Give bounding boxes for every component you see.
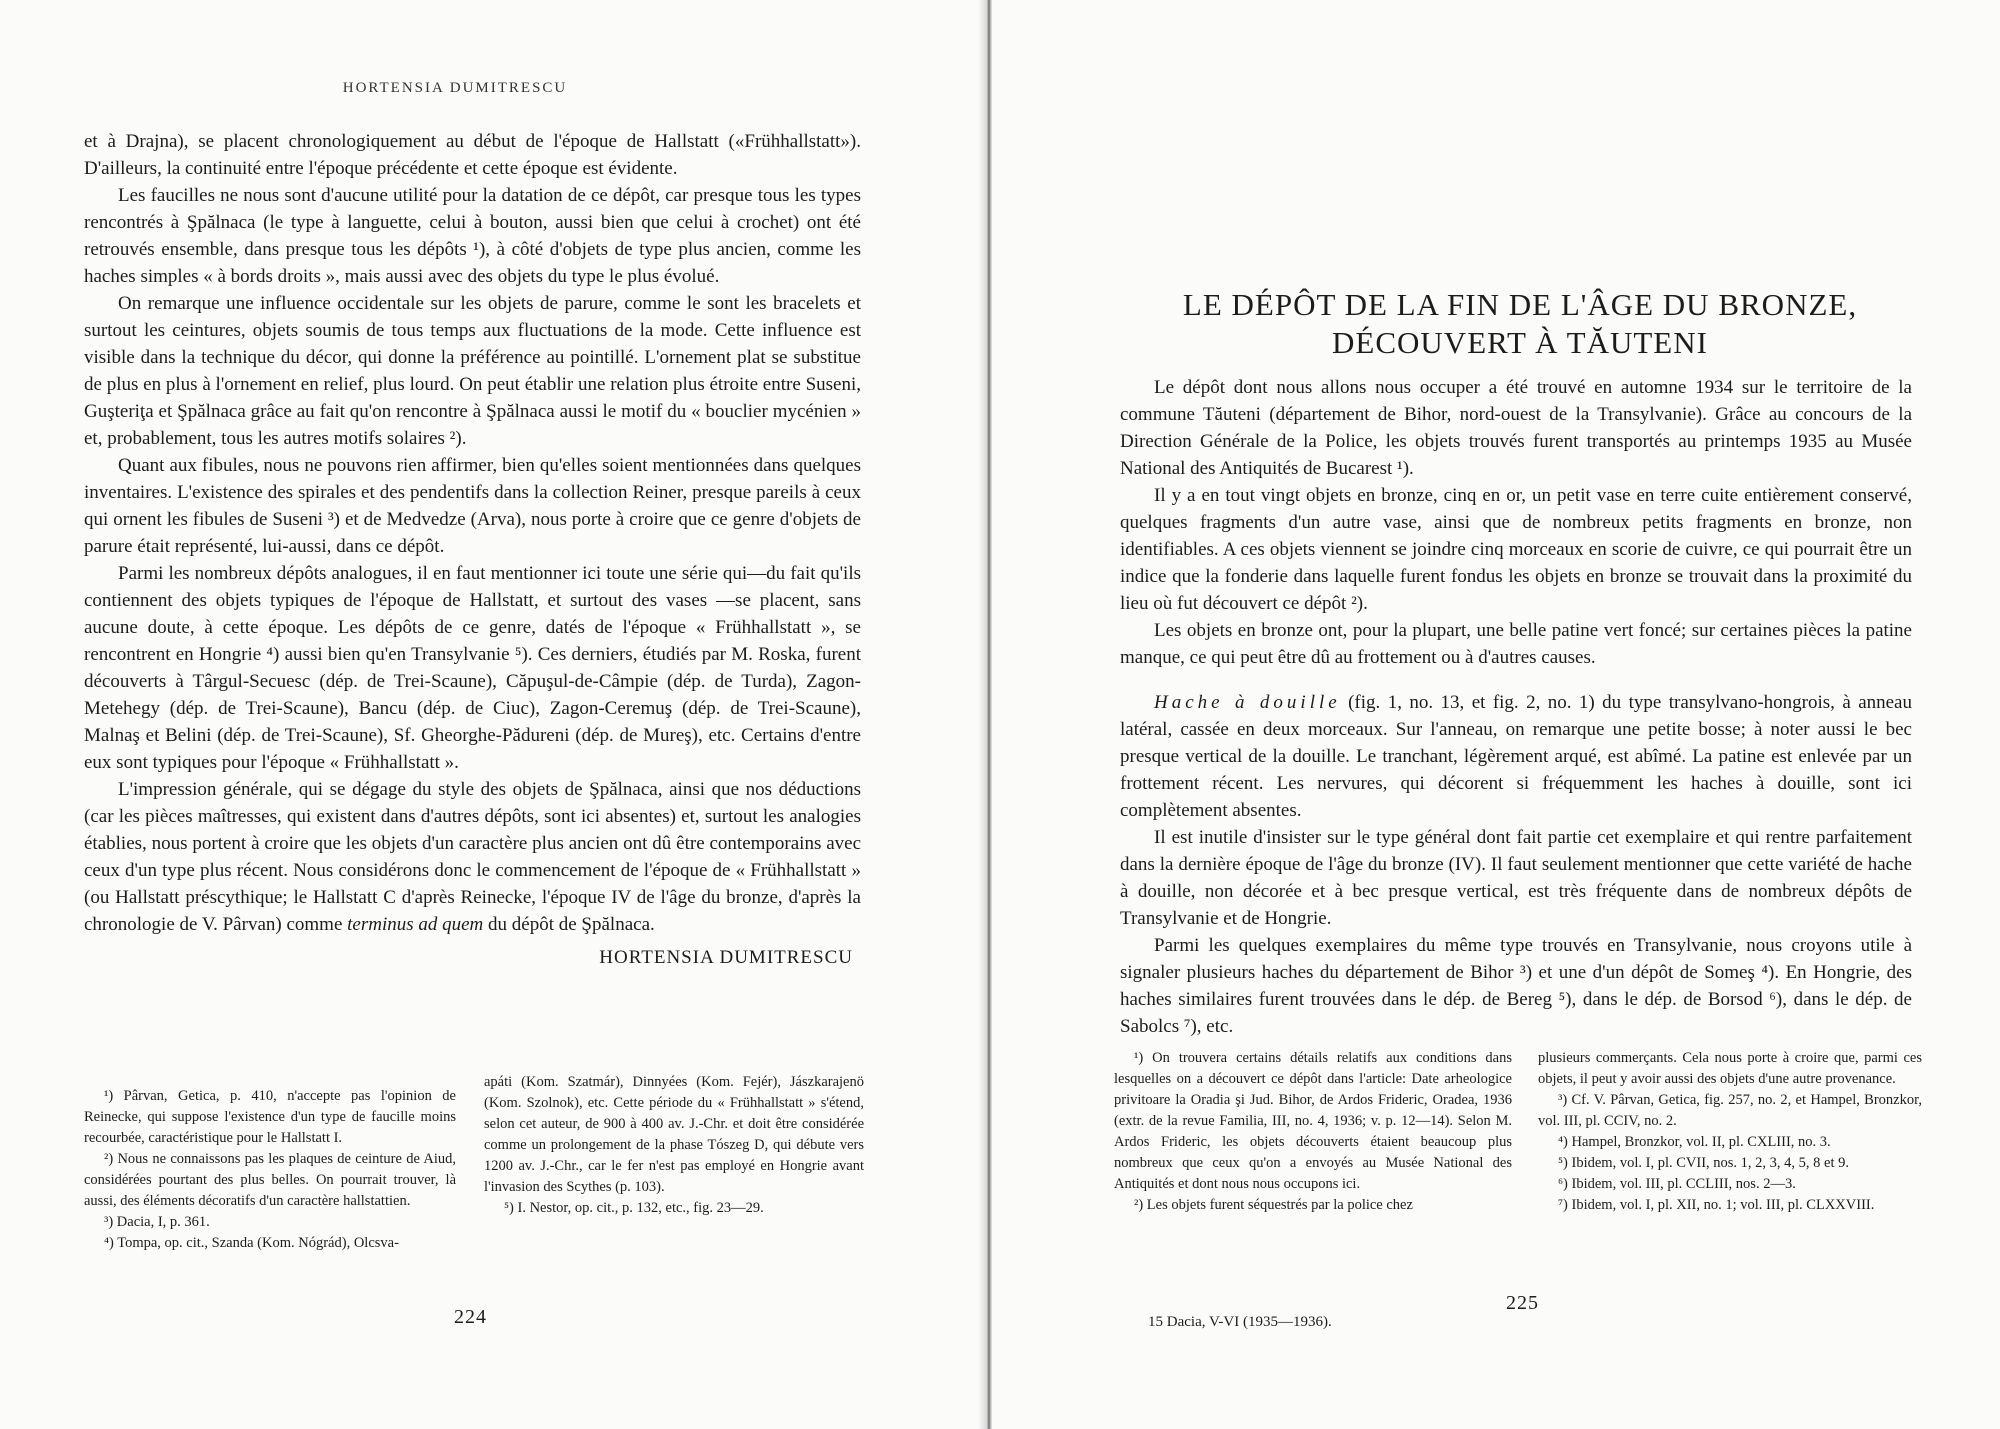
paragraph: Quant aux fibules, nous ne pouvons rien affirmer, bien qu'elles soient mentionnées dans quelques inventaires. L'existence des spirales et des pendentifs dans la collection Reiner, presque pareils à ceux qui ornent les fibules de Suseni ³) et de Medvedze (Arva), nous porte à croire que ce genre d'objets de parure était représenté, lui-aussi, dans ce dépôt. xyxy=(84,455,861,557)
paragraph: Il est inutile d'insister sur le type général dont fait partie cet exemplaire et qui rentre parfaitement dans la dernière époque de l'âge du bronze (IV). Il faut seulement mentionner que cette variété de hache à douille, non décorée et à bec presque vertical, est très fréquente dans de nombreux dépôts de Transylvanie et de Hongrie. xyxy=(1120,827,1912,929)
footnotes-column-2 xyxy=(484,1072,864,1219)
paragraph: Il y a en tout vingt objets en bronze, cinq en or, un petit vase en terre cuite entièrement conservé, quelques fragments d'un autre vase, ainsi que de nombreux petits fragments en bronze, non identifiables. A ces objets viennent se joindre cinq morceaux en scorie de cuivre, ce qui pourrait être un indice que la fonderie dans laquelle furent fondus les objets en bronze se trouvait dans la proximité du lieu où fut découvert ce dépôt ²). xyxy=(1120,485,1912,614)
paragraph-text: L'impression générale, qui se dégage du style des objets de Şpălnaca, ainsi que nos déductions (car les pièces maîtresses, qui existent dans d'autres dépôts, sont ici absentes) et, surtout les analogies établies, nous portent à croire que les objets d'un caractère plus ancien ont dû être contemporains avec ceux d'un type plus récent. Nous considérons donc le commencement de l'époque de « Frühhallstatt » (ou Hallstatt préscythique; le Hallstatt C d'après Reinecke, l'époque IV de l'âge du bronze, d'après la chronologie de V. Pârvan) comme xyxy=(84,779,861,935)
paragraph: Parmi les quelques exemplaires du même type trouvés en Transylvanie, nous croyons utile à signaler plusieurs haches du département de Bihor ³) et une d'un dépôt de Someş ⁴). En Hongrie, des haches similaires furent trouvées dans le dép. de Bereg ⁵), dans le dép. de Borsod ⁶), dans le dép. de Sabolcs ⁷), etc. xyxy=(1120,935,1912,1037)
left-page-body xyxy=(84,128,861,971)
paragraph: Le dépôt dont nous allons nous occuper a été trouvé en automne 1934 sur le territoire de la commune Tăuteni (département de Bihor, nord-ouest de la Transylvanie). Grâce au concours de la Direction Générale de la Police, les objets trouvés furent transportés au printemps 1935 au Musée National des Antiquités de Bucarest ¹). xyxy=(1120,377,1912,479)
page-number: 225 xyxy=(1506,1292,1539,1314)
author-signature: HORTENSIA DUMITRESCU xyxy=(599,947,853,968)
footnote: apáti (Kom. Szatmár), Dinnyées (Kom. Fejér), Jászkarajenö (Kom. Szolnok), etc. Cette période du « Frühhallstatt » s'étend, selon cet auteur, de 900 à 400 av. J.-Chr. et doit être considérée comme un prolongement de la phase Tószeg D, qui débute vers 1200 av. J.-Chr., car le fer n'est pas employé en Hongrie avant l'invasion des Scythes (p. 103). xyxy=(484,1074,864,1195)
footnote: plusieurs commerçants. Cela nous porte à croire que, parmi ces objets, il peut y avoir aussi des objets d'une autre provenance. xyxy=(1538,1050,1922,1087)
footnote: ³) Cf. V. Pârvan, Getica, fig. 257, no. 2, et Hampel, Bronzkor, vol. III, pl. CCIV, no. 2. xyxy=(1538,1092,1922,1129)
paragraph-tail: du dépôt de Şpălnaca. xyxy=(483,914,655,935)
footnotes-column-1 xyxy=(1114,1048,1512,1216)
article-title xyxy=(1130,286,1910,362)
paragraph: Parmi les nombreux dépôts analogues, il en faut mentionner ici toute une série qui—du fait qu'ils contiennent des objets typiques de l'époque de Hallstatt, et surtout des vases —se placent, sans aucune doute, à cette époque. Les dépôts de ce genre, datés de l'époque « Frühhallstatt », se rencontrent en Hongrie ⁴) aussi bien qu'en Transylvanie ⁵). Ces derniers, étudiés par M. Roska, furent découverts à Târgul-Secuesc (dép. de Trei-Scaune), Căpuşul-de-Câmpie (dép. de Turda), Zagon-Metehegy (dép. de Trei-Scaune), Bancu (dép. de Ciuc), Zagon-Ceremuş (dép. de Trei-Scaune), Malnaş et Belini (dép. de Trei-Scaune), Sf. Gheorghe-Pădureni (dép. de Mureş), etc. Certains d'entre eux sont typiques pour l'époque « Frühhallstatt ». xyxy=(84,563,861,773)
footnote: ⁷) Ibidem, vol. I, pl. XII, no. 1; vol. III, pl. CLXXVIII. xyxy=(1558,1197,1875,1213)
item-heading: Hache à douille xyxy=(1154,692,1341,713)
paragraph-final xyxy=(84,776,861,938)
page-number: 224 xyxy=(454,1306,487,1328)
paragraph-hache xyxy=(1120,689,1912,824)
paragraph: Les faucilles ne nous sont d'aucune utilité pour la datation de ce dépôt, car presque tous les types rencontrés à Şpălnaca (le type à languette, celui à bouton, aussi bien que celui à crochet) ont été retrouvés ensemble, dans presque tous les dépôts ¹), à côté d'objets de type plus ancien, comme les haches simples « à bords droits », mais aussi avec des objets du type le plus évolué. xyxy=(84,185,861,287)
section-gap xyxy=(1120,671,1912,689)
left-page xyxy=(0,0,988,1429)
latin-phrase: terminus ad quem xyxy=(347,914,484,935)
footnote: ⁶) Ibidem, vol. III, pl. CCLIII, nos. 2—3. xyxy=(1558,1176,1796,1192)
paragraph: On remarque une influence occidentale sur les objets de parure, comme le sont les bracelets et surtout les ceintures, objets soumis de tous temps aux fluctuations de la mode. Cette influence est visible dans la technique du décor, qui donne la préférence au pointillé. L'ornement plat se substitue de plus en plus à l'ornement en relief, plus lourd. On peut établir une relation plus étroite entre Suseni, Guşteriţa et Şpălnaca grâce au fait qu'on rencontre à Şpălnaca aussi le motif du « bouclier mycénien » et, probablement, tous les autres motifs solaires ²). xyxy=(84,293,861,449)
paragraph-text: (fig. 1, no. 13, et fig. 2, no. 1) du type transylvano-hongrois, à anneau latéral, cassée en deux morceaux. Sur l'anneau, on remarque une petite bosse; à noter aussi le bec presque vertical de la douille. Le tranchant, légèrement arqué, est abîmé. La patine est enlevée par un frottement récent. Les nervures, qui décorent si fréquemment les haches à douille, sont ici complètement absentes. xyxy=(1120,692,1912,821)
footnote: ³) Dacia, I, p. 361. xyxy=(104,1214,210,1230)
right-page-body xyxy=(1120,374,1912,1040)
paragraph: et à Drajna), se placent chronologiquement au début de l'époque de Hallstatt («Frühhallstatt»). D'ailleurs, la continuité entre l'époque précédente et cette époque est évidente. xyxy=(84,131,861,179)
footnote: ²) Nous ne connaissons pas les plaques de ceinture de Aiud, considérées pourtant des plus belles. On pourrait trouver, là aussi, des éléments décoratifs d'un caractère hallstattien. xyxy=(84,1151,456,1209)
footnotes-column-1 xyxy=(84,1086,456,1254)
footnote: ⁵) I. Nestor, op. cit., p. 132, etc., fig. 23—29. xyxy=(504,1200,764,1216)
footnotes-column-2 xyxy=(1538,1048,1922,1216)
footnote: ⁴) Tompa, op. cit., Szanda (Kom. Nógrád), Olcsva- xyxy=(104,1235,399,1251)
paragraph: Les objets en bronze ont, pour la plupart, une belle patine vert foncé; sur certaines pièces la patine manque, ce qui peut être dû au frottement ou à d'autres causes. xyxy=(1120,620,1912,668)
title-line-2: DÉCOUVERT À TĂUTENI xyxy=(1332,325,1708,360)
footnote: ⁴) Hampel, Bronzkor, vol. II, pl. CXLIII, no. 3. xyxy=(1558,1134,1831,1150)
signature-mark: 15 Dacia, V-VI (1935—1936). xyxy=(1148,1314,1332,1330)
footnote: ⁵) Ibidem, vol. I, pl. CVII, nos. 1, 2, 3, 4, 5, 8 et 9. xyxy=(1558,1155,1849,1171)
footnote: ¹) On trouvera certains détails relatifs aux conditions dans lesquelles on a découvert ce dépôt dans l'article: Date arheologice privitoare la Oradia şi Jud. Bihor, de Ardos Frideric, Oradea, 1936 (extr. de la revue Familia, III, no. 4, 1936; v. p. 12—14). Selon M. Ardos Frideric, les objets découverts étaient beaucoup plus nombreux que ceux qu'on a envoyés au Musée National des Antiquités et dont nous nous occupons ici. xyxy=(1114,1050,1512,1192)
title-line-1: LE DÉPÔT DE LA FIN DE L'ÂGE DU BRONZE, xyxy=(1182,287,1858,322)
footnote: ¹) Pârvan, Getica, p. 410, n'accepte pas l'opinion de Reinecke, qui suppose l'existence d'un type de faucille moins recourbée, caractéristique pour le Hallstatt I. xyxy=(84,1088,456,1146)
running-head: HORTENSIA DUMITRESCU xyxy=(342,80,568,96)
footnote: ²) Les objets furent séquestrés par la police chez xyxy=(1134,1197,1413,1213)
